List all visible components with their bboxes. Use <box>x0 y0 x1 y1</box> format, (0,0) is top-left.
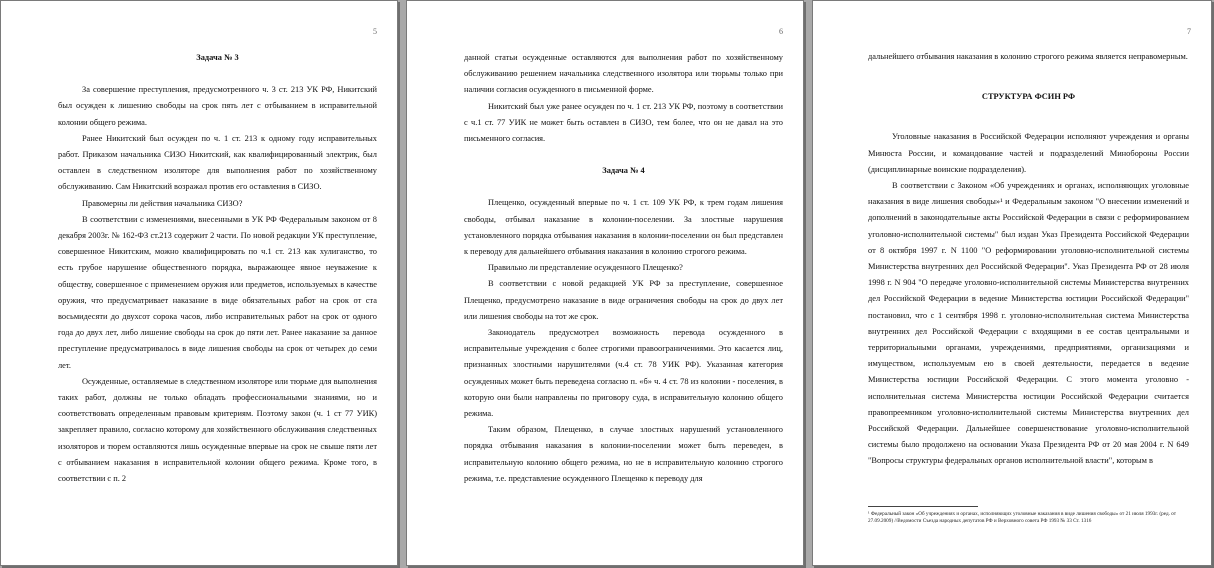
paragraph: Таким образом, Плещенко, в случае злостных нарушений установленного порядка отбывания наказания в колонии-поселении может быть переведен, в исправительную колонию общего режима, но не в исправительную колонию строгого режима, т.е. представление осужденного Плещенко к переводу для <box>464 425 783 483</box>
paragraph: дальнейшего отбывания наказания в колонию строгого режима является неправомерным. <box>868 52 1188 61</box>
paragraph: Законодатель предусмотрел возможность перевода осужденного в исправительные учреждения с более строгими правоограничениями. Это касается лиц, признанных злостными нарушителями (ч.4 ст. 78 УИК РФ). Указанная категория осужденных может быть переведена согласно п. «б» ч. 4 ст. 78 из колонии - поселения, в которую они были направлены по приговору суда, в исправительную колонию общего режима. <box>464 328 783 419</box>
section-heading: СТРУКТУРА ФСИН РФ <box>981 92 1076 102</box>
footnote: ¹ Федеральный закон «Об учреждениях и органах, исполняющих уголовные наказания в виде лишения свободы» от 21 июля 1993г. (ред. от 27.09.2009) //Ведомости Съезда народных депутатов РФ и Верховного совета РФ 1993 № 33 Ст. 1316 <box>868 511 1176 524</box>
paragraph: Уголовные наказания в Российской Федерации исполняют учреждения и органы Минюста России, и командование частей и подразделений Минобороны России (дисциплинарные воинские подразделения). <box>868 132 1189 174</box>
paragraph: В соответствии с Законом «Об учреждениях и органах, исполняющих уголовные наказания в виде лишения свободы»¹ и Федеральным законом "О внесении изменений и дополнений в законодательные акты Российской Федерации в связи с реформированием уголовно-исполнительной системы" был издан Указ Президента Российской Федерации от 8 октября 1997 г. N 1100 "О реформировании уголовно-исполнительной системы Министерства внутренних дел Российской Федерации". Указ Президента РФ от 28 июля 1998 г. N 904 "О передаче уголовно-исполнительной системы Министерства внутренних дел Российской Федерации в ведение Министерства юстиции Российской Федерации" постановил, что с 1 сентября 1998 г. уголовно-исполнительная система Министерства внутренних дел Российской Федерации с входящими в ее состав центральными и территориальными органами, учреждениями, предприятиями, организациями и имуществом, используемым ею в своей деятельности, передается в ведение Министерства юстиции Российской Федерации. С этого момента уголовно - исполнительная система Министерства юстиции Российской Федерации считается правопреемником уголовно-исполнительной системы Министерства внутренних дел Российской Федерации. Дальнейшее совершенствование уголовно-исполнительной системы было продолжено на основании Указа Президента РФ от 20 мая 2004 г. N 649 "Вопросы структуры федеральных органов исполнительной власти", которым в <box>868 181 1189 466</box>
document-page-6 <box>406 0 804 566</box>
paragraph: Осужденные, оставляемые в следственном изоляторе или тюрьме для выполнения таких работ, должны не только обладать профессиональными знаниями, но и соответствовать определенным правовым критериям. Поэтому закон (ч. 1 ст 77 УИК) закрепляет правило, согласно которому для хозяйственного обслуживания следственных изоляторов и тюрем оставляются лишь осужденные впервые на срок не свыше пяти лет с отбыванием наказания в исправительной колонии общего режима. Кроме того, в соответствии с п. 2 <box>58 376 377 484</box>
paragraph: Никитский был уже ранее осужден по ч. 1 ст. 213 УК РФ, поэтому в соответствии с ч.1 ст. 77 УИК не может быть оставлен в СИЗО, тем более, что он не давал на это письменного согласия. <box>464 101 783 144</box>
page-content <box>58 50 377 487</box>
spacer <box>58 66 377 82</box>
page-content <box>868 49 1189 470</box>
section-heading: Задача № 4 <box>602 166 645 176</box>
spacer <box>868 105 1189 129</box>
page-number: 6 <box>779 27 783 36</box>
paragraph: В соответствии с новой редакцией УК РФ за преступление, совершенное Плещенко, предусмотрено наказание в виде ограничения свободы на срок до двух лет или лишения свободы на тот же срок. <box>464 279 783 321</box>
paragraph: За совершение преступления, предусмотренного ч. 3 ст. 213 УК РФ, Никитский был осужден к лишению свободы на срок пять лет с отбыванием в исправительной колонии общего режима. <box>58 85 377 127</box>
paragraph: В соответствии с изменениями, внесенными в УК РФ Федеральным законом от 8 декабря 2003г. № 162-ФЗ ст.213 содержит 2 части. По новой редакции УК преступление, совершенное Никитским, можно квалифицировать по ч.1 ст. 213 как хулиганство, то есть грубое нарушение общественного порядка, выражающее явное неуважение к обществу, совершенное с применением оружия или предметов, используемых в качестве оружия, что предусматривает наказание в виде обязательных работ на срок от ста восьмидесяти до двухсот сорока часов, либо исправительных работ на срок от одного года до двух лет, либо лишение свободы на срок до пяти лет. Ранее наказание за данное преступление предусматривалось в виде лишения свободы на срок от четырех до семи лет. <box>58 214 377 370</box>
page-number: 7 <box>1187 27 1191 36</box>
spacer <box>868 65 1189 89</box>
spacer <box>464 147 783 163</box>
paragraph: Правильно ли представление осужденного Плещенко? <box>488 263 683 273</box>
page-number: 5 <box>373 27 377 36</box>
paragraph: Ранее Никитский был осужден по ч. 1 ст. 213 к одному году исправительных работ. Приказом начальника СИЗО Никитский, как квалифицированный электрик, был оставлен в следственном изоляторе для выполнения работ по хозяйственному обслуживанию. Сам Никитский возражал против его оставления в СИЗО. <box>58 133 377 192</box>
paragraph: Правомерны ли действия начальника СИЗО? <box>82 198 243 208</box>
page-content <box>464 50 783 487</box>
paragraph: данной статьи осужденные оставляются для выполнения работ по хозяйственному обслуживанию решением начальника следственного изолятора или тюрьмы только при наличии согласия осужденного в письменной форме. <box>464 53 783 95</box>
document-page-7 <box>812 0 1212 566</box>
section-heading: Задача № 3 <box>196 53 239 62</box>
footnote-separator <box>868 506 978 507</box>
spacer <box>464 179 783 195</box>
paragraph: Плещенко, осужденный впервые по ч. 1 ст. 109 УК РФ, к трем годам лишения свободы, отбывал наказание в колонии-поселении. За злостные нарушения установленного порядка отбывания наказания в колонии-поселении он был представлен к переводу для дальнейшего отбывания наказания в колонию строгого режима. <box>464 198 783 257</box>
document-page-5 <box>0 0 398 566</box>
